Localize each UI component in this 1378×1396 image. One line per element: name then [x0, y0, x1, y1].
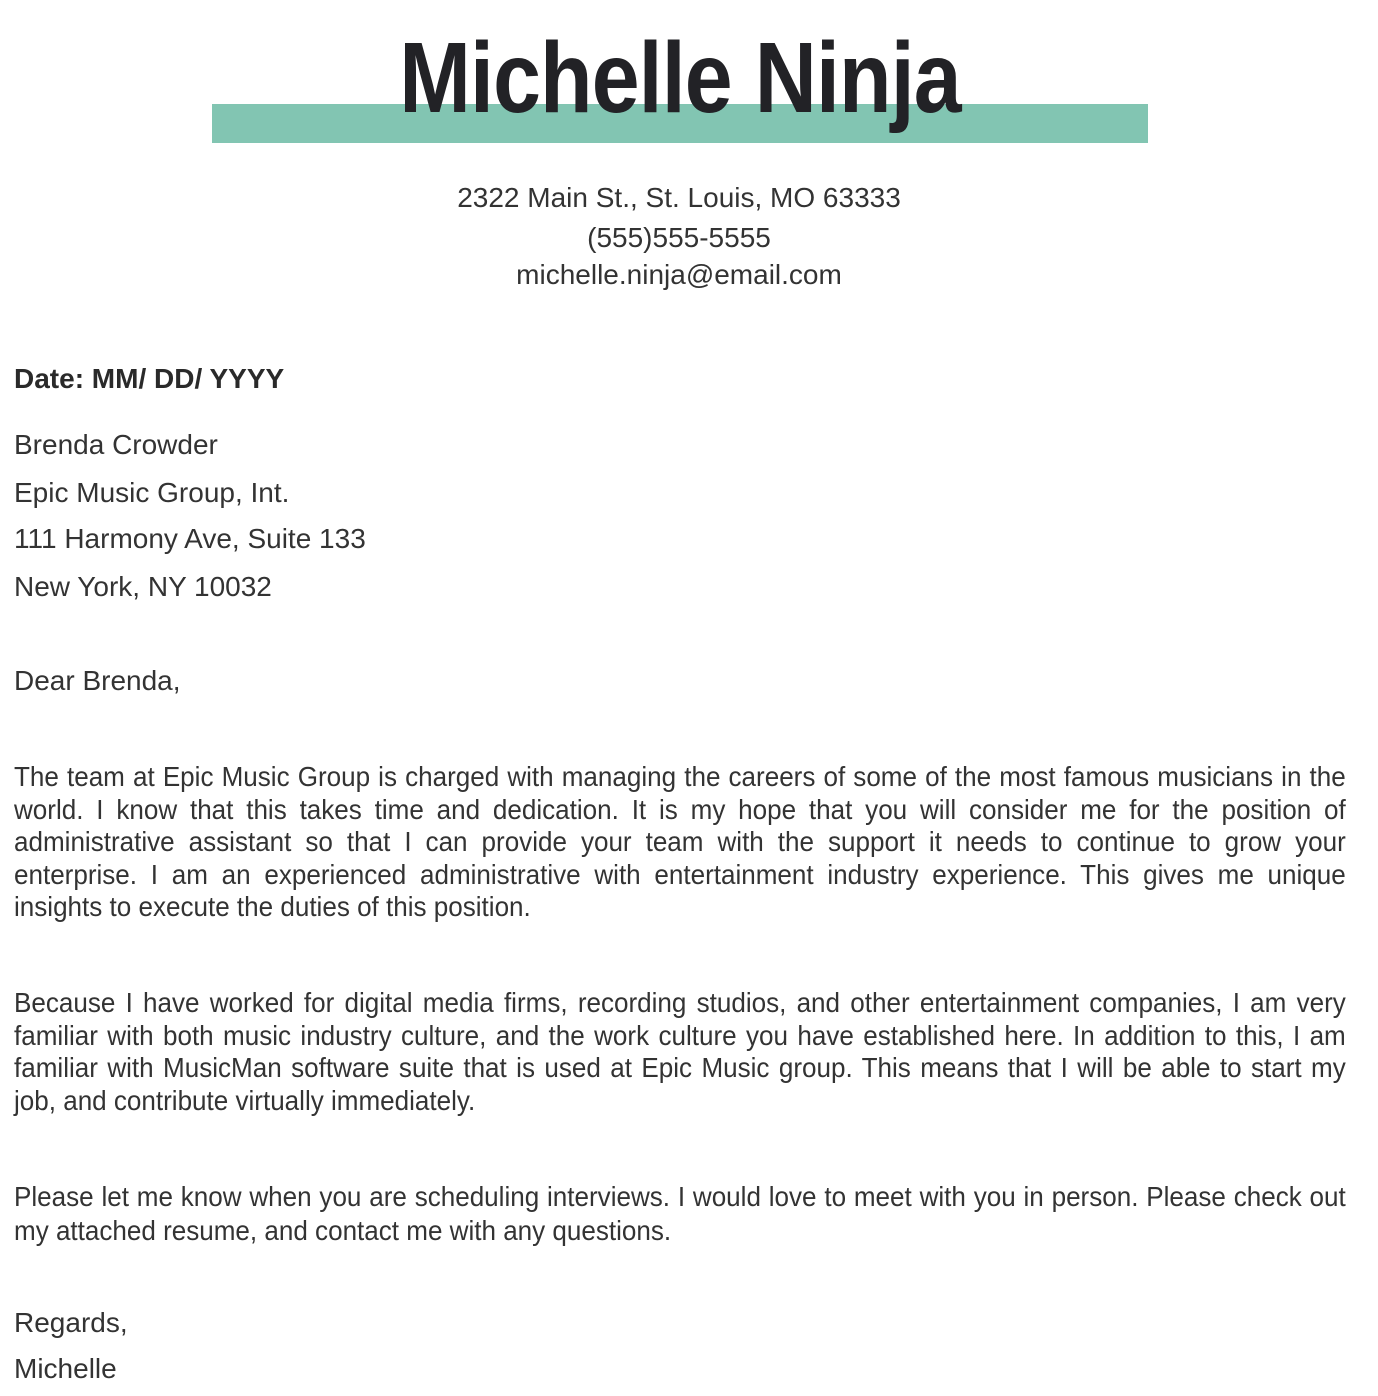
recipient-name: Brenda Crowder — [14, 429, 218, 460]
recipient-company: Epic Music Group, Int. — [14, 477, 290, 508]
body-paragraph-2: Because I have worked for digital media firms, recording studios, and other entertainment companies, I am very familiar with both music industry culture, and the work culture you have established here. In addition to this, I am familiar with MusicMan software suite that is used at Epic Music group. This means that I will be able to start my job, and contribute virtually immediately. — [14, 987, 1346, 1116]
sender-email: michelle.ninja@email.com — [516, 259, 842, 290]
body-paragraph-1: The team at Epic Music Group is charged with managing the careers of some of the most famous musicians in the world. I know that this takes time and dedication. It is my hope that you will consider me for the position of administrative assistant so that I can provide your team with the support it needs to continue to grow your enterprise. I am an experienced administrative with entertainment industry experience. This gives me unique insights to execute the duties of this position. — [14, 761, 1346, 923]
sender-address: 2322 Main St., St. Louis, MO 63333 — [457, 182, 901, 213]
signature: Michelle — [14, 1353, 117, 1384]
closing: Regards, — [14, 1307, 128, 1338]
recipient-city: New York, NY 10032 — [14, 571, 272, 602]
sender-phone: (555)555-5555 — [587, 222, 771, 253]
sender-name: Michelle Ninja — [399, 22, 961, 134]
letter-date: Date: MM/ DD/ YYYY — [14, 363, 285, 394]
body-paragraph-3: Please let me know when you are scheduling interviews. I would love to meet with you in person. Please check out my attached resume, and contact me with any questions. — [14, 1181, 1346, 1246]
recipient-street: 111 Harmony Ave, Suite 133 — [14, 523, 366, 554]
letterhead — [0, 0, 1378, 160]
salutation: Dear Brenda, — [14, 665, 181, 696]
